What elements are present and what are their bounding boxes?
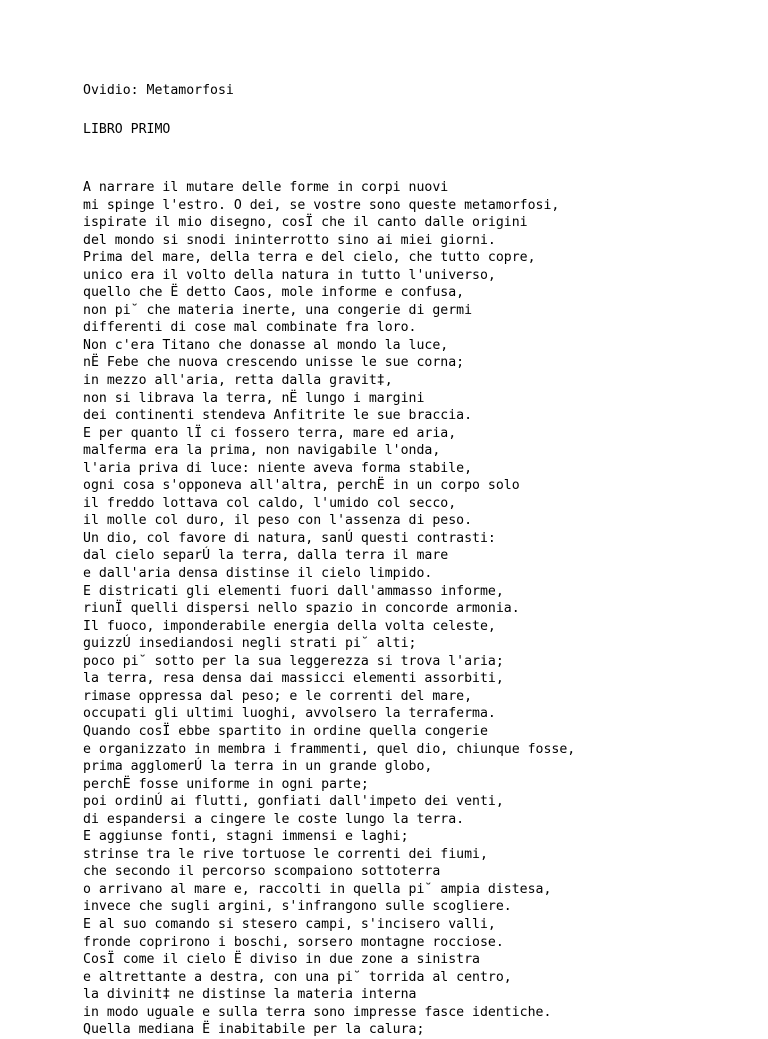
poem-line: e altrettante a destra, con una pi˘ torrida al centro, xyxy=(83,969,512,985)
book-heading: LIBRO PRIMO xyxy=(83,122,171,137)
poem-line: e dall'aria densa distinse il cielo limpido. xyxy=(83,566,433,582)
poem-line: in mezzo all'aria, retta dalla gravit‡, xyxy=(83,373,393,389)
poem-line: o arrivano al mare e, raccolti in quella pi˘ ampia distesa, xyxy=(83,881,552,897)
poem-line: Prima del mare, della terra e del cielo, che tutto copre, xyxy=(83,250,536,266)
poem-line: unico era il volto della natura in tutto l'universo, xyxy=(83,267,496,283)
poem-line: differenti di cose mal combinate fra loro. xyxy=(83,320,417,336)
poem-line: ispirate il mio disegno, cosÏ che il canto dalle origini xyxy=(83,215,528,231)
poem-line: quello che Ë detto Caos, mole informe e confusa, xyxy=(83,285,465,301)
poem-line: di espandersi a cingere le coste lungo la terra. xyxy=(83,811,465,827)
poem-line: perchË fosse uniforme in ogni parte; xyxy=(83,776,369,792)
poem-line: ogni cosa s'opponeva all'altra, perchË in un corpo solo xyxy=(83,478,520,494)
poem-line: mi spinge l'estro. O dei, se vostre sono queste metamorfosi, xyxy=(83,197,560,213)
poem-line: malferma era la prima, non navigabile l'onda, xyxy=(83,443,441,459)
poem-line: del mondo si snodi ininterrotto sino ai miei giorni. xyxy=(83,232,496,248)
poem-body xyxy=(83,179,763,1039)
poem-line: nË Febe che nuova crescendo unisse le sue corna; xyxy=(83,355,465,371)
poem-line: dei continenti stendeva Anfitrite le sue braccia. xyxy=(83,408,473,424)
poem-line: strinse tra le rive tortuose le correnti dei fiumi, xyxy=(83,846,488,862)
poem-line: invece che sugli argini, s'infrangono sulle scogliere. xyxy=(83,899,512,915)
poem-line: la divinit‡ ne distinse la materia interna xyxy=(83,987,417,1003)
poem-line: fronde coprirono i boschi, sorsero montagne rocciose. xyxy=(83,934,504,950)
poem-line: occupati gli ultimi luoghi, avvolsero la terraferma. xyxy=(83,706,496,722)
poem-line: poco pi˘ sotto per la sua leggerezza si trova l'aria; xyxy=(83,653,504,669)
poem-line: poi ordinÚ ai flutti, gonfiati dall'impeto dei venti, xyxy=(83,794,504,810)
document-page xyxy=(83,81,763,1039)
poem-line: E districati gli elementi fuori dall'ammasso informe, xyxy=(83,583,504,599)
poem-line: la terra, resa densa dai massicci elementi assorbiti, xyxy=(83,671,504,687)
document-title: Ovidio: Metamorfosi xyxy=(83,83,234,98)
poem-line: E per quanto lÏ ci fossero terra, mare ed aria, xyxy=(83,425,457,441)
poem-line: Non c'era Titano che donasse al mondo la luce, xyxy=(83,337,449,353)
poem-line: A narrare il mutare delle forme in corpi nuovi xyxy=(83,180,449,195)
poem-line: non pi˘ che materia inerte, una congerie di germi xyxy=(83,302,473,318)
poem-line: E al suo comando si stesero campi, s'incisero valli, xyxy=(83,916,496,932)
poem-line: non si librava la terra, nË lungo i margini xyxy=(83,390,425,406)
poem-line: E aggiunse fonti, stagni immensi e laghi; xyxy=(83,829,409,845)
poem-line: guizzÚ insediandosi negli strati pi˘ alti; xyxy=(83,636,417,652)
poem-line: riunÏ quelli dispersi nello spazio in concorde armonia. xyxy=(83,601,520,617)
poem-line: e organizzato in membra i frammenti, quel dio, chiunque fosse, xyxy=(83,741,576,757)
poem-line: che secondo il percorso scompaiono sottoterra xyxy=(83,864,441,880)
poem-line: Quando cosÏ ebbe spartito in ordine quella congerie xyxy=(83,723,488,739)
poem-line: Un dio, col favore di natura, sanÚ questi contrasti: xyxy=(83,530,496,546)
poem-line: Quella mediana Ë inabitabile per la calura; xyxy=(83,1022,425,1038)
poem-line: l'aria priva di luce: niente aveva forma stabile, xyxy=(83,460,473,476)
poem-line: CosÏ come il cielo Ë diviso in due zone a sinistra xyxy=(83,952,480,968)
poem-line: prima agglomerÚ la terra in un grande globo, xyxy=(83,759,433,775)
poem-line: il freddo lottava col caldo, l'umido col secco, xyxy=(83,495,457,511)
poem-line: in modo uguale e sulla terra sono impresse fasce identiche. xyxy=(83,1004,552,1020)
poem-line: dal cielo separÚ la terra, dalla terra il mare xyxy=(83,548,449,564)
poem-line: Il fuoco, imponderabile energia della volta celeste, xyxy=(83,618,496,634)
poem-line: rimase oppressa dal peso; e le correnti del mare, xyxy=(83,688,473,704)
poem-line: il molle col duro, il peso con l'assenza di peso. xyxy=(83,513,473,529)
